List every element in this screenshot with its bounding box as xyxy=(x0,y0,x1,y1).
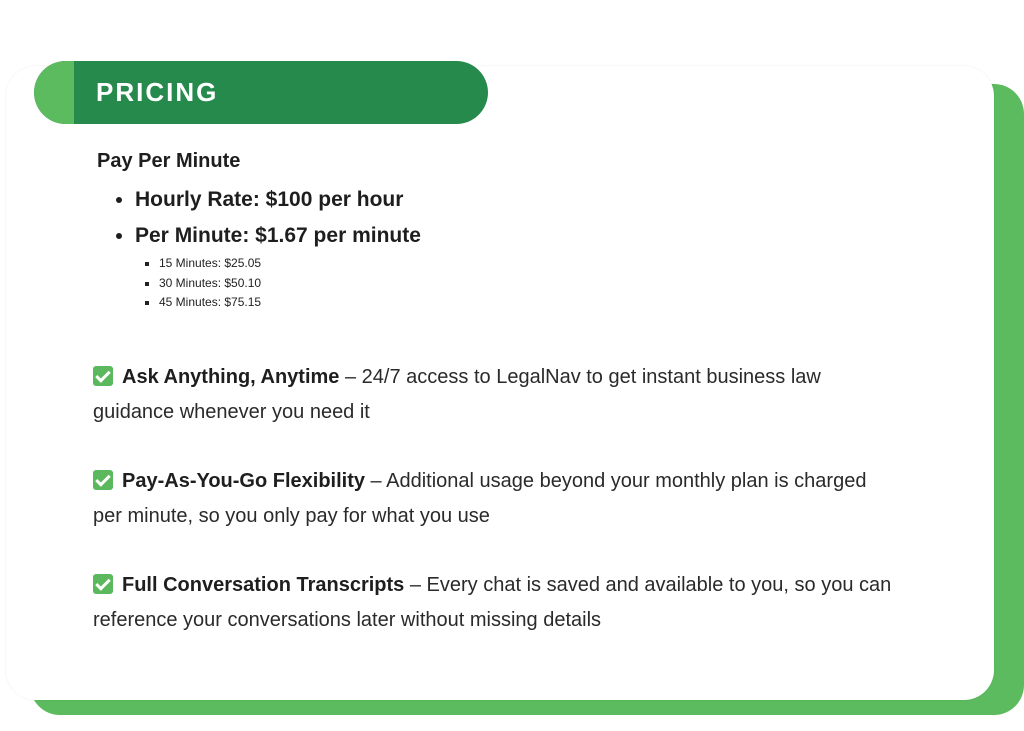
feature-title: Pay-As-You-Go Flexibility xyxy=(122,470,365,492)
check-box-icon xyxy=(93,470,113,490)
check-box-icon xyxy=(93,366,113,386)
rate-item-per-minute: • Per Minute: $1.67 per minute xyxy=(135,218,421,254)
rate-item-hourly: • Hourly Rate: $100 per hour xyxy=(135,182,421,218)
pricing-banner xyxy=(34,61,488,124)
example-item-45: ▪ 45 Minutes: $75.15 xyxy=(159,293,261,313)
banner-title: PRICING xyxy=(96,77,219,107)
section-title: Pay Per Minute xyxy=(97,150,241,172)
rate-list xyxy=(113,182,421,254)
feature-pay-as-you-go xyxy=(93,464,893,534)
check-box-icon xyxy=(93,574,113,594)
example-item-15: ▪ 15 Minutes: $25.05 xyxy=(159,254,261,274)
example-item-30: ▪ 30 Minutes: $50.10 xyxy=(159,274,261,294)
example-list xyxy=(143,254,261,313)
feature-description: – Every chat is saved and available to you, so you can reference your conversations later without missing details xyxy=(93,574,892,631)
feature-description: – 24/7 access to LegalNav to get instant business law guidance whenever you need it xyxy=(93,366,821,423)
feature-ask-anything xyxy=(93,360,893,430)
feature-title: Full Conversation Transcripts xyxy=(122,574,405,596)
feature-transcripts xyxy=(93,568,893,638)
feature-description: – Additional usage beyond your monthly plan is charged per minute, so you only pay for what you use xyxy=(93,470,867,527)
feature-title: Ask Anything, Anytime xyxy=(122,366,340,388)
